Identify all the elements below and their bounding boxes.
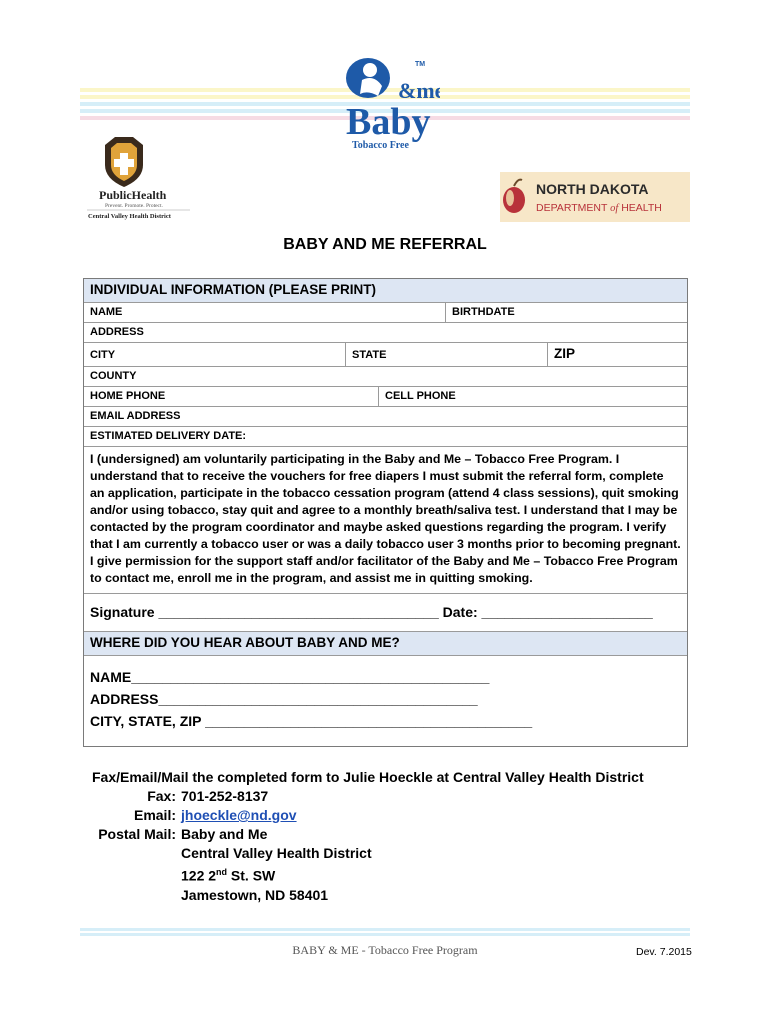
fax-value: 701-252-8137 <box>181 788 269 804</box>
county-row[interactable] <box>84 367 687 387</box>
public-health-name: PublicHealth <box>99 188 167 202</box>
postal-line1: Baby and Me <box>181 826 268 842</box>
nd-line2-b: of <box>610 203 619 214</box>
nd-line2-a: DEPARTMENT <box>536 202 608 214</box>
name-label: NAME <box>90 306 123 318</box>
tm-mark: TM <box>415 61 426 68</box>
name-row[interactable] <box>84 303 687 323</box>
referral-form <box>83 278 688 747</box>
address-row[interactable] <box>84 323 687 343</box>
county-label: COUNTY <box>90 370 137 382</box>
birthdate-label: BIRTHDATE <box>445 303 521 322</box>
nd-line2-c: HEALTH <box>621 202 662 214</box>
consent-paragraph: I (undersigned) am voluntarily participating in the Baby and Me – Tobacco Free Program. I understand that to receive the vouchers for free diapers I must submit the referral form, complete an application, participate in the tobacco cessation program (attend 4 class sessions), quit smoking and/or using tobacco, stay quit and agree to a monthly breath/saliva test. I understand that I may be contacted by the program coordinator and maybe asked questions regarding the program. I verify that I am currently a tobacco user or was a daily tobacco user 3 months prior to becoming pregnant. I give permission for the support staff and/or facilitator of the Baby and Me – Tobacco Free Program to contact me, enroll me in the program, and assist me in quitting smoking. <box>84 447 687 594</box>
footer-program: BABY & ME - Tobacco Free Program <box>292 943 478 957</box>
tobacco-free-text: Tobacco Free <box>352 140 409 151</box>
baby-and-me-logo <box>340 56 440 154</box>
phone-row[interactable] <box>84 387 687 407</box>
email-link[interactable]: jhoeckle@nd.gov <box>181 807 297 823</box>
section-header-where: WHERE DID YOU HEAR ABOUT BABY AND ME? <box>84 632 687 656</box>
referrer-name-line[interactable]: NAME______________________________________________ <box>90 669 490 685</box>
referrer-address-line[interactable]: ADDRESS_________________________________________ <box>90 691 478 707</box>
signature-line[interactable]: Signature ____________________________________ Date: ______________________ <box>84 594 687 632</box>
postal-street-sup: nd <box>216 867 228 877</box>
email-contact-label: Email: <box>133 807 176 823</box>
postal-address <box>181 825 372 905</box>
public-health-tagline: Prevent. Promote. Protect. <box>105 203 163 209</box>
city-row[interactable] <box>84 343 687 367</box>
section-header-individual: INDIVIDUAL INFORMATION (PLEASE PRINT) <box>84 279 687 303</box>
delivery-row[interactable] <box>84 427 687 447</box>
footer-revision: Dev. 7.2015 <box>636 946 692 958</box>
home-phone-label: HOME PHONE <box>90 390 166 402</box>
contact-intro: Fax/Email/Mail the completed form to Julie Hoeckle at Central Valley Health District <box>92 769 644 785</box>
contact-block <box>92 768 644 905</box>
postal-line3 <box>181 863 372 886</box>
zip-label: ZIP <box>547 343 581 366</box>
footer-stripes <box>80 928 690 938</box>
postal-line4: Jamestown, ND 58401 <box>181 886 329 903</box>
delivery-label: ESTIMATED DELIVERY DATE: <box>90 430 247 442</box>
email-row[interactable] <box>84 407 687 427</box>
svg-text:DEPARTMENT of HEAL <box>536 202 662 214</box>
city-label: CITY <box>90 349 116 361</box>
address-label: ADDRESS <box>90 326 144 338</box>
nd-line1: NORTH DAKOTA <box>536 181 649 197</box>
and-me-text: &me <box>398 78 440 103</box>
state-label: STATE <box>345 343 392 366</box>
page-title: BABY AND ME REFERRAL <box>283 236 487 253</box>
postal-street-num: 122 2 <box>181 867 217 884</box>
public-health-district: Central Valley Health District <box>88 213 171 220</box>
cell-phone-label: CELL PHONE <box>378 387 462 406</box>
postal-street-rest: St. SW <box>227 867 276 884</box>
postal-line2: Central Valley Health District <box>181 845 372 861</box>
postal-label: Postal Mail: <box>98 826 176 842</box>
baby-text: Baby <box>346 101 431 143</box>
email-label: EMAIL ADDRESS <box>90 410 181 422</box>
nd-department-of-health-logo <box>500 172 690 222</box>
public-health-logo <box>85 135 195 225</box>
referrer-city-line[interactable]: CITY, STATE, ZIP __________________________________________ <box>90 713 533 729</box>
referrer-block[interactable] <box>84 656 687 746</box>
fax-label: Fax: <box>147 788 176 804</box>
